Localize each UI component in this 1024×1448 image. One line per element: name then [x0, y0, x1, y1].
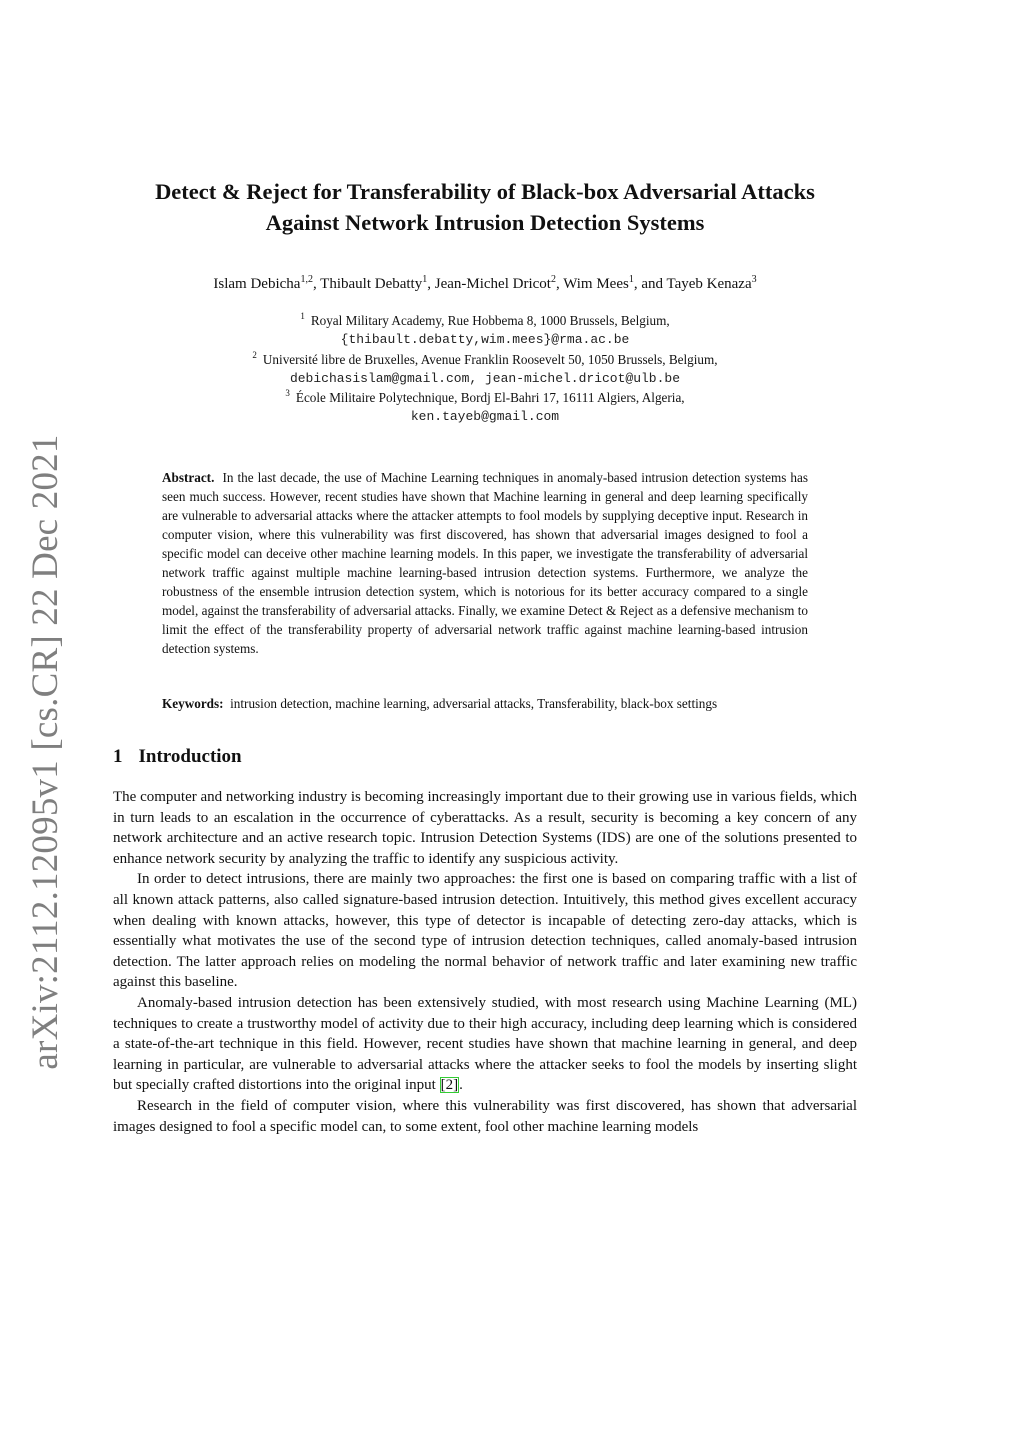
- affiliation-institution: Université libre de Bruxelles, Avenue Franklin Roosevelt 50, 1050 Brussels, Belgium,: [262, 351, 718, 367]
- affiliation-3: [113, 388, 857, 407]
- keywords-text: intrusion detection, machine learning, adversarial attacks, Transferability, black-box settings: [230, 696, 718, 711]
- keywords-label: Keywords:: [162, 696, 224, 711]
- author-separator: ,: [427, 276, 435, 292]
- abstract-text: In the last decade, the use of Machine Learning techniques in anomaly-based intrusion detection systems has seen much success. However, recent studies have shown that Machine learning in general and deep learning specifically are vulnerable to adversarial attacks where the attacker attempts to fool models by supplying deceptive input. Research in computer vision, where this vulnerability was first discovered, has shown that adversarial images designed to fool a specific model can deceive other machine learning models. In this paper, we investigate the transferability of adversarial network traffic against multiple machine learning-based intrusion detection systems. Furthermore, we analyze the robustness of the ensemble intrusion detection system, which is notorious for its better accuracy compared to a single model, against the transferability of adversarial attacks. Finally, we examine Detect & Reject as a defensive mechanism to limit the effect of the transferability property of adversarial network traffic against machine learning-based intrusion detection systems.: [162, 470, 809, 656]
- affiliation-institution: Royal Military Academy, Rue Hobbema 8, 1000 Brussels, Belgium,: [310, 313, 670, 328]
- section-heading: [113, 744, 242, 770]
- author-separator: , and: [633, 276, 667, 292]
- affiliation-institution: École Militaire Polytechnique, Bordj El-Bahri 17, 16111 Algiers, Algeria,: [295, 390, 685, 406]
- affiliation-number: 3: [285, 388, 290, 399]
- keywords: [162, 694, 822, 713]
- author-affiliation-mark: 1,2: [300, 274, 313, 285]
- author-name: Islam Debicha: [213, 276, 301, 292]
- title-line-1: Detect & Reject for Transferability of Black-box Adversarial Attacks: [155, 179, 815, 204]
- introduction-body: [113, 787, 857, 1137]
- author-name: Wim Mees: [563, 276, 629, 292]
- author-affiliation-mark: 3: [751, 274, 757, 285]
- author-affiliation-mark: 2: [550, 274, 556, 285]
- author-name: Tayeb Kenaza: [666, 276, 752, 292]
- author-name: Thibault Debatty: [320, 276, 423, 292]
- affiliation-number: 1: [300, 311, 305, 321]
- title-line-2: Against Network Intrusion Detection Systems: [265, 210, 705, 235]
- paragraph-3: [113, 993, 857, 1096]
- affiliation-emails: debichasislam@gmail.com, jean-michel.dricot@ulb.be: [289, 370, 681, 386]
- abstract: [162, 468, 808, 658]
- arxiv-identifier-stamp: arXiv:2112.12095v1 [cs.CR] 22 Dec 2021: [25, 434, 66, 1070]
- paragraph-2: In order to detect intrusions, there are mainly two approaches: the first one is based on comparing traffic with a list of all known attack patterns, also called signature-based intrusion detection. Intuitively, this method gives excellent accuracy when dealing with known attacks, however, this type of detector is incapable of detecting zero-day attacks, which is essentially what motivates the use of the second type of intrusion detection techniques, called anomaly-based intrusion detection. The latter approach relies on modeling the normal behavior of network traffic and later examining new traffic against this baseline.: [113, 871, 857, 991]
- paragraph-3-text: Anomaly-based intrusion detection has been extensively studied, with most research using Machine Learning (ML) techniques to create a trustworthy model of activity due to their high accuracy, including deep learning which is considered a state-of-the-art technique in this field. However, recent studies have shown that machine learning in general, and deep learning in particular, are vulnerable to adversarial attacks where the attacker seeks to fool the models by inserting slight but specially crafted distortions into the original input: [113, 994, 857, 1094]
- section-title: Introduction: [138, 746, 242, 767]
- abstract-label: Abstract.: [162, 470, 215, 485]
- paragraph-3-end: .: [459, 1077, 463, 1094]
- author-list: [113, 274, 857, 294]
- author-affiliation-mark: 1: [422, 274, 428, 285]
- author-name: Jean-Michel Dricot: [434, 276, 551, 292]
- paragraph-1: The computer and networking industry is becoming increasingly important due to their growing use in various fields, which in turn leads to an escalation in the occurrence of cyberattacks. As a result, security is becoming a key concern of any network architecture and an active research topic. Intrusion Detection Systems (IDS) are one of the solutions presented to enhance network security by analyzing the traffic to identify any suspicious activity.: [113, 789, 858, 867]
- affiliation-2: [113, 350, 857, 369]
- citation-link[interactable]: [2]: [440, 1077, 459, 1094]
- author-separator: ,: [555, 276, 564, 292]
- affiliation-list: [113, 311, 857, 427]
- paragraph-4: Research in the field of computer vision, where this vulnerability was first discovered, has shown that adversarial images designed to fool a specific model can, to some extent, fool other machine learning models: [113, 1097, 857, 1135]
- affiliation-number: 2: [252, 349, 257, 360]
- affiliation-emails: {thibault.debatty,wim.mees}@rma.ac.be: [340, 332, 630, 348]
- author-separator: ,: [312, 276, 321, 292]
- paper-title: [113, 176, 857, 238]
- section-number: 1: [113, 746, 123, 767]
- affiliation-1: [113, 311, 857, 330]
- affiliation-emails: ken.tayeb@gmail.com: [410, 409, 560, 425]
- author-affiliation-mark: 1: [628, 274, 634, 285]
